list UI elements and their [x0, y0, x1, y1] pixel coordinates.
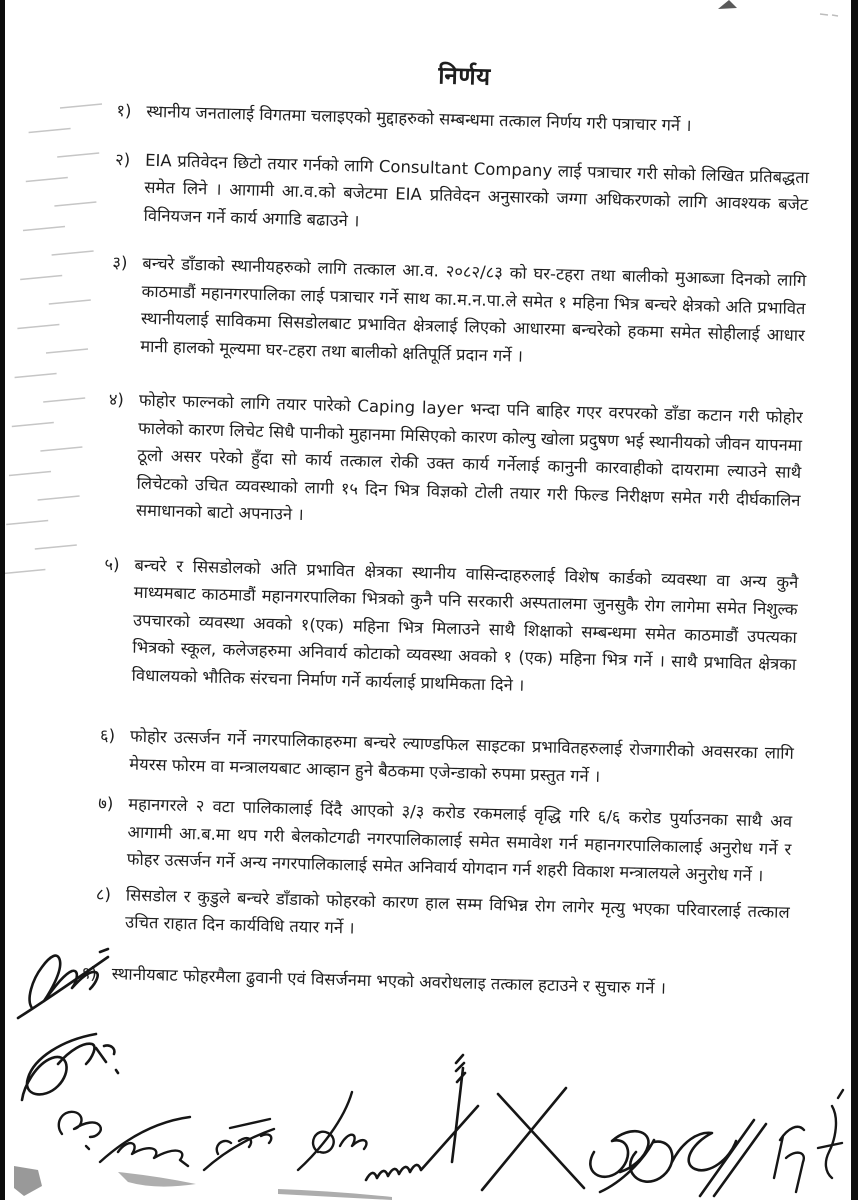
item-number: २) [114, 149, 131, 169]
signature-5 [366, 1055, 478, 1180]
item-text: EIA प्रतिवेदन छिटो तयार गर्नको लागि Consultant Company लाई पत्राचार गरी सोको लिखित प्रतिबद्धता समेत लिने । आगामी आ.व.को बजेटमा EIA प्रतिवेदन अनुसारको जग्गा अधिकरणको लागि आवश्यक बजेट विनियजन गर्ने कार्य अगाडि बढाउने । [143, 150, 810, 230]
decision-item-4 [106, 386, 803, 542]
item-number: ५) [104, 554, 120, 574]
scan-edge-right [851, 0, 858, 1200]
signature-7 [590, 1131, 672, 1192]
decision-item-7 [96, 790, 792, 891]
item-number: ८) [95, 884, 112, 904]
item-number: ४) [108, 389, 125, 410]
scan-edge-left [0, 0, 5, 1200]
signature-left-2 [22, 1034, 118, 1100]
document-body [81, 50, 811, 1005]
item-text: स्थानीय जनतालाई विगतमा चलाइएको मुद्दाहरुको सम्बन्धमा तत्काल निर्णय गरी पत्राचार गर्ने । [146, 101, 692, 136]
item-number: ७) [98, 793, 114, 814]
signature-2 [100, 1117, 190, 1166]
item-number: १) [116, 100, 132, 121]
item-text: फोहोर फाल्नको लागि तयार पारेको Caping layer भन्दा पनि बाहिर गएर वरपरको डाँडा कटान गरी फोहोर फालेको कारण लिचेट सिधै पानीको मुहानमा मिसिएको कारण कोल्पु खोला प्रदुषण भई स्थानीयको जीवन यापनमा ठूलो असर परेको हुँदा सो कार्य तत्काल रोकी उक्त कार्य गर्नेलाई कानुनी कारवाहीको दायरामा ल्याउने साथै लिचेटको उचित व्यवस्थाको लागी १५ दिन भित्र विज्ञको टोली तयार गरी फिल्ड निरीक्षण समेत गरी दीर्घकालिन समाधानको बाटो अपनाउने । [135, 390, 803, 525]
decision-item-9 [81, 959, 787, 1005]
signature-9 [774, 1127, 804, 1192]
decision-item-1 [116, 97, 810, 143]
item-text: फोहोर उत्सर्जन गर्ने नगरपालिकाहरुमा बन्चरे ल्याण्डफिल साइटका प्रभावितहरुलाई रोजगारीको अवसरका लागि मेयरस फोरम वा मन्त्रालयबाट आव्हान हुने बैठकमा एजेन्डाको रुपमा प्रस्तुत गर्ने । [129, 726, 795, 786]
item-text: बन्चरे डाँडाको स्थानीयहरुको लागि तत्काल आ.व. २०८२/८३ को घर-टहरा तथा बालीको मुआब्जा दिनको लागि काठमाडौं महानगरपालिका लाई पत्राचार गर्ने साथ का.म.न.पा.ले समेत १ महिना भित्र बन्चरे क्षेत्रको अति प्रभावित स्थानीयलाई साविकमा सिसडोलबाट प्रभावित क्षेत्रलाई लिएको आधारमा बन्चरेको हकमा समेत सोहीलाई आधार मानी हालको मूल्यमा घर-टहरा तथा बालीको क्षतिपूर्ति प्रदान गर्ने । [140, 253, 807, 366]
decision-item-3 [110, 249, 807, 377]
item-text: बन्चरे र सिसडोलको अति प्रभावित क्षेत्रका स्थानीय वासिन्दाहरुलाई विशेष कार्डको व्यवस्था वा अन्य कुनै माध्यमबाट काठमाडौं महानगरपालिका भित्रको कुनै पनि सरकारी अस्पतालमा जुनसुकै रोग लागेमा समेत निशुल्क उपचारको व्यवस्था अवको १(एक) महिना भित्र मिलाउने साथै शिक्षाको सम्बन्धमा समेत काठमाडौं उपत्यका भित्रको स्कूल, कलेजहरुमा अनिवार्य कोटाको व्यवस्था अवको १ (एक) महिना भित्र गर्ने । साथै प्रभावित क्षेत्रका विधालयको भौतिक संरचना निर्माण गर्ने कार्यलाई प्राथमिकता दिने । [131, 555, 799, 695]
signature-10 [818, 1090, 843, 1178]
item-text: स्थानीयबाट फोहरमैला ढुवानी एवं विसर्जनमा भएको अवरोधलाइ तत्काल हटाउने र सुचारु गर्ने । [111, 963, 667, 998]
smudge-streak-left [118, 1172, 196, 1187]
signature-4 [298, 1092, 366, 1170]
item-text: महानगरले २ वटा पालिकालाई दिंदै आएको ३/३ करोड रकमलाई वृद्धि गरि ६/६ करोड पुर्याउनका साथै अव आगामी आ.ब.मा थप गरी बेलकोटगढी नगरपालिकालाई समेत समावेश गर्न महानगरपालिकालाई अनुरोध गर्ने र फोहर उत्सर्जन गर्ने अन्य नगरपालिकालाई समेत अनिवार्य योगदान गर्न शहरी विकाश मन्त्रालयले अनुरोध गर्ने । [126, 794, 793, 886]
signature-1 [59, 1112, 101, 1149]
decision-item-5 [101, 550, 798, 706]
binding-marks [3, 104, 102, 574]
decision-item-2 [113, 145, 809, 246]
item-number: ३) [112, 252, 128, 273]
signature-3 [204, 1119, 274, 1170]
signature-6 [482, 1088, 584, 1190]
page-title: निर्णय [437, 61, 491, 91]
smudge-streak-right [278, 1189, 392, 1200]
item-number: ६) [99, 725, 116, 746]
decision-item-6 [99, 722, 794, 795]
scan-speck-dash [820, 14, 838, 16]
decision-item-8 [95, 880, 790, 953]
smudge-blob [14, 1166, 42, 1196]
item-text: सिसडोल र कुडुले बन्चरे डाँडाको फोहरको कारण हाल सम्म विभिन्न रोग लागेर मृत्यु भएका परिवारलाई तत्काल उचित राहात दिन कार्यविधि तयार गर्ने । [124, 884, 790, 938]
signature-8 [672, 1120, 766, 1196]
scan-speck-triangle [718, 0, 737, 9]
item-number: ९) [81, 962, 98, 983]
